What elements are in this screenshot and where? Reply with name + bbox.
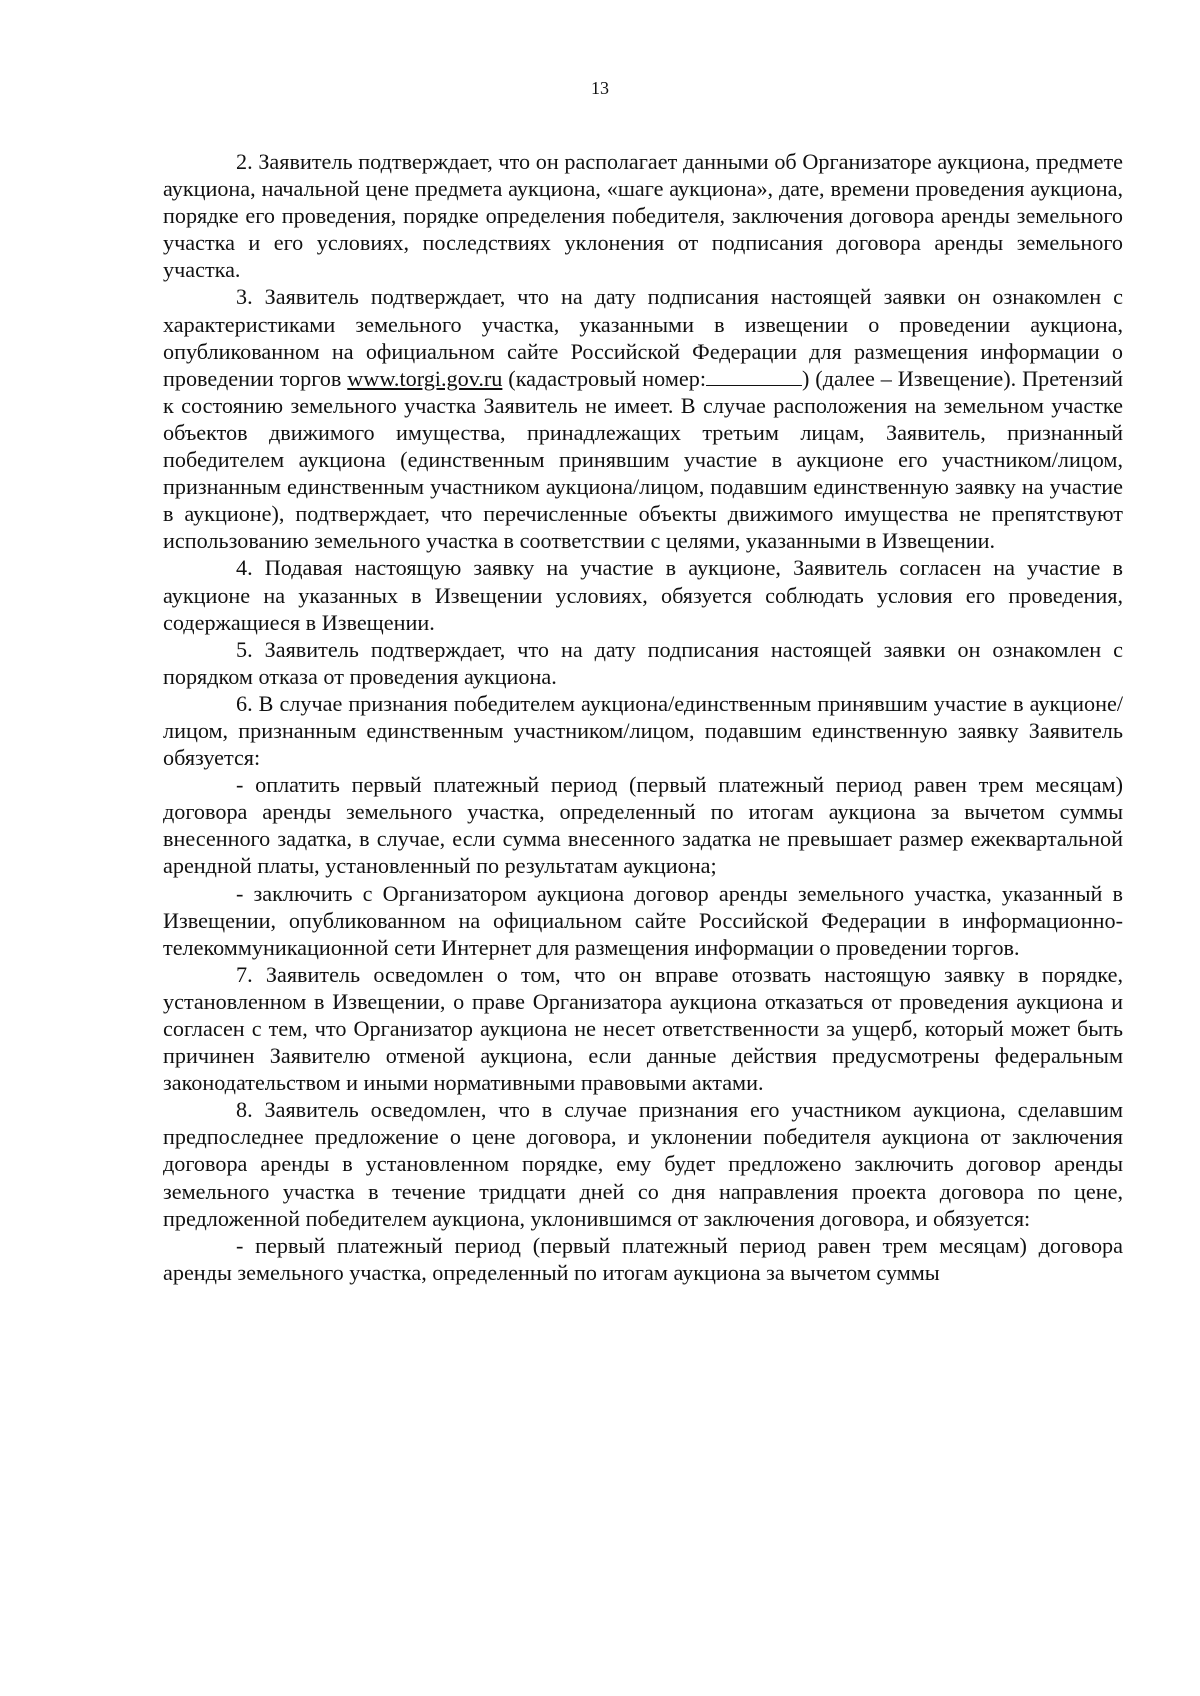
paragraph-5: 5. Заявитель подтверждает, что на дату подписания настоящей заявки он ознакомлен с порядком отказа от проведения аукциона. [163,636,1123,689]
page-number: 13 [591,78,609,98]
paragraph-3 [163,283,1123,554]
cadastral-label: (кадастровый номер: [502,365,706,391]
paragraph-3-rest: (далее – Извещение). Претензий к состоянию земельного участка Заявитель не имеет. В случае расположения на земельном участке объектов движимого имущества, принадлежащих третьим лицам, Заявитель, признанный победителем аукциона (единственным принявшим участие в аукционе его участником/лицом, признанным единственным участником аукциона/лицом, подавшим единственную заявку на участие в аукционе), подтверждает, что перечисленные объекты движимого имущества не препятствуют использованию земельного участка в соответствии с целями, указанными в Извещении. [163,365,1123,554]
paragraph-3-text: 3. Заявитель подтверждает, что на дату подписания настоящей заявки он ознакомлен с характеристиками земельного участка, указанными в извещении о проведении аукциона, опубликованном на официальном сайте Российской Федерации для размещения информации о проведении торгов [163,284,1123,391]
paragraph-6-item-2: - заключить с Организатором аукциона договор аренды земельного участка, указанный в Извещении, опубликованном на официальном сайте Российской Федерации в информационно-телекоммуникационной сети Интернет для размещения информации о проведении торгов. [163,880,1123,960]
paragraph-4: 4. Подавая настоящую заявку на участие в аукционе, Заявитель согласен на участие в аукционе на указанных в Извещении условиях, обязуется соблюдать условия его проведения, содержащиеся в Извещении. [163,555,1123,635]
paragraph-2: 2. Заявитель подтверждает, что он располагает данными об Организаторе аукциона, предмете аукциона, начальной цене предмета аукциона, «шаге аукциона», дате, времени проведения аукциона, порядке его проведения, порядке определения победителя, заключения договора аренды земельного участка и его условиях, последствиях уклонения от подписания договора аренды земельного участка. [163,149,1123,283]
paragraph-8-item-1: - первый платежный период (первый платежный период равен трем месяцам) договора аренды земельного участка, определенный по итогам аукциона за вычетом суммы [163,1232,1123,1285]
paragraph-7: 7. Заявитель осведомлен о том, что он вправе отозвать настоящую заявку в порядке, установленном в Извещении, о праве Организатора аукциона отказаться от проведения аукциона и согласен с тем, что Организатор аукциона не несет ответственности за ущерб, который может быть причинен Заявителю отменой аукциона, если данные действия предусмотрены федеральным законодательством и иными нормативными правовыми актами. [163,961,1123,1096]
paragraph-8: 8. Заявитель осведомлен, что в случае признания его участником аукциона, сделавшим предпоследнее предложение о цене договора, и уклонении победителя аукциона от заключения договора аренды в установленном порядке, ему будет предложено заключить договор аренды земельного участка в течение тридцати дней со дня направления проекта договора по цене, предложенной победителем аукциона, уклонившимся от заключения договора, и обязуется: [163,1097,1123,1231]
cadastral-close: ) [802,365,810,391]
paragraph-6: 6. В случае признания победителем аукциона/единственным принявшим участие в аукционе/лицом, признанным единственным участником/лицом, подавшим единственную заявку Заявитель обязуется: [163,690,1123,771]
paragraph-6-item-1: - оплатить первый платежный период (первый платежный период равен трем месяцам) договора аренды земельного участка, определенный по итогам аукциона за вычетом суммы внесенного задатка, в случае, если сумма внесенного задатка не превышает размер ежеквартальной арендной платы, установленный по результатам аукциона; [163,772,1123,879]
torgi-link[interactable]: www.torgi.gov.ru [347,365,503,391]
cadastral-number-blank [706,367,802,386]
document-body [163,148,1123,1286]
